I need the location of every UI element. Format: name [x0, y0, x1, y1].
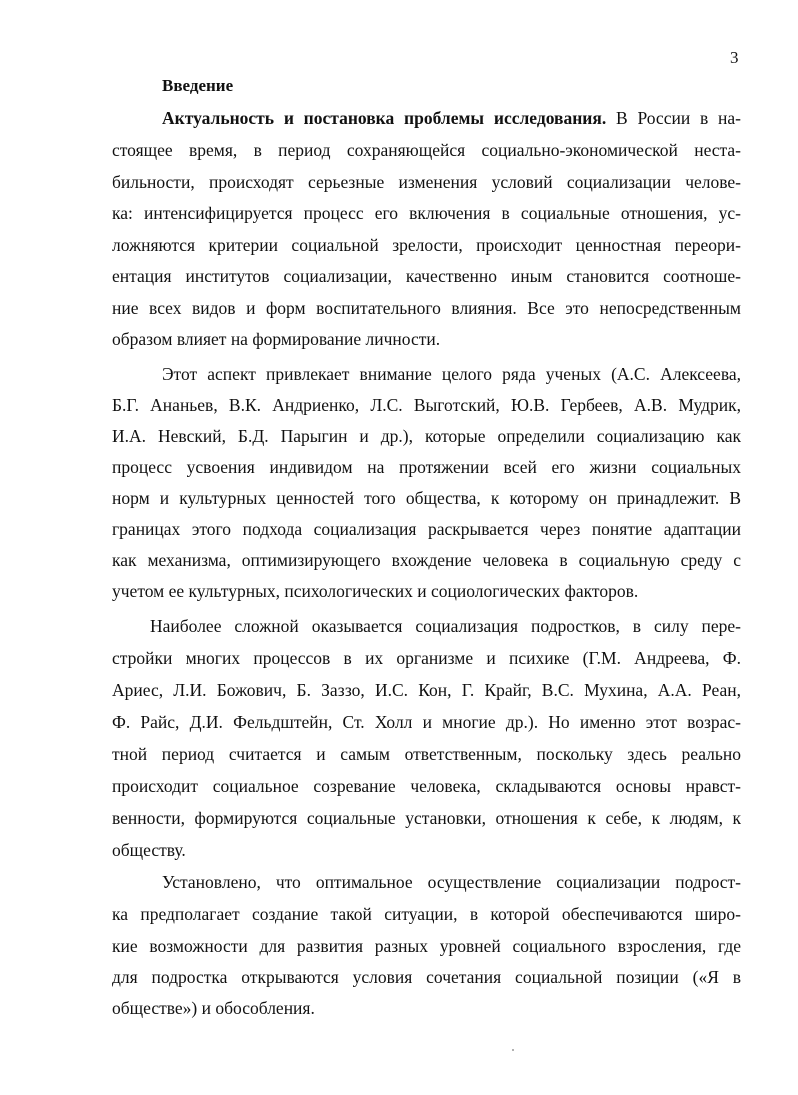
- text-line: [162, 108, 741, 128]
- text-line: Этот аспект привлекает внимание целого ряда ученых (А.С. Алексеева,: [162, 364, 741, 384]
- text-line: И.А. Невский, Б.Д. Парыгин и др.), которые определили социализацию как: [112, 426, 741, 446]
- text-line: ентация институтов социализации, качественно иным становится соотноше-: [112, 266, 741, 286]
- text-line: ложняются критерии социальной зрелости, происходит ценностная переори-: [112, 235, 741, 255]
- text-line: Установлено, что оптимальное осуществление социализации подрост-: [162, 872, 741, 892]
- section-heading: Введение: [162, 76, 234, 95]
- text-line: ние всех видов и форм воспитательного влияния. Все это непосредственным: [112, 298, 741, 318]
- text-line: венности, формируются социальные установки, отношения к себе, к людям, к: [112, 808, 741, 828]
- text-line: процесс усвоения индивидом на протяжении всей его жизни социальных: [112, 457, 741, 477]
- text-line: обществе») и обособления.: [112, 998, 315, 1018]
- text-line: тной период считается и самым ответственным, поскольку здесь реально: [112, 744, 741, 764]
- text-line: Б.Г. Ананьев, В.К. Андриенко, Л.С. Выготский, Ю.В. Гербеев, А.В. Мудрик,: [112, 395, 741, 415]
- text-line: границах этого подхода социализация раскрывается через понятие адаптации: [112, 519, 741, 539]
- text-line: норм и культурных ценностей того общества, к которому он принадлежит. В: [112, 488, 741, 508]
- text-line: учетом ее культурных, психологических и социологических факторов.: [112, 581, 639, 601]
- text-line: бильности, происходят серьезные изменения условий социализации челове-: [112, 172, 741, 192]
- text-line: кие возможности для развития разных уровней социального взросления, где: [112, 936, 741, 956]
- text-line: Ариес, Л.И. Божович, Б. Заззо, И.С. Кон, Г. Крайг, В.С. Мухина, А.А. Реан,: [112, 680, 741, 700]
- text-line: Наиболее сложной оказывается социализация подростков, в силу пере-: [150, 616, 741, 636]
- text-line: происходит социальное созревание человека, складываются основы нравст-: [112, 776, 741, 796]
- text-line: обществу.: [112, 840, 186, 860]
- text-line: для подростка открываются условия сочетания социальной позиции («Я в: [112, 967, 741, 987]
- text-line-part: В России в на-: [606, 108, 741, 128]
- text-line: образом влияет на формирование личности.: [112, 329, 441, 349]
- scan-speck: [512, 1049, 514, 1051]
- text-line: ка предполагает создание такой ситуации, в которой обеспечиваются широ-: [112, 904, 741, 924]
- page-number: 3: [730, 48, 739, 67]
- text-line: как механизма, оптимизирующего вхождение человека в социальную среду с: [112, 550, 741, 570]
- text-line: ка: интенсифицируется процесс его включения в социальные отношения, ус-: [112, 203, 741, 223]
- text-line: Ф. Райс, Д.И. Фельдштейн, Ст. Холл и многие др.). Но именно этот возрас-: [112, 712, 741, 732]
- text-line: стоящее время, в период сохраняющейся социально-экономической неста-: [112, 140, 741, 160]
- lead-phrase: Актуальность и постановка проблемы исследования.: [162, 108, 607, 128]
- text-line: стройки многих процессов в их организме и психике (Г.М. Андреева, Ф.: [112, 648, 741, 668]
